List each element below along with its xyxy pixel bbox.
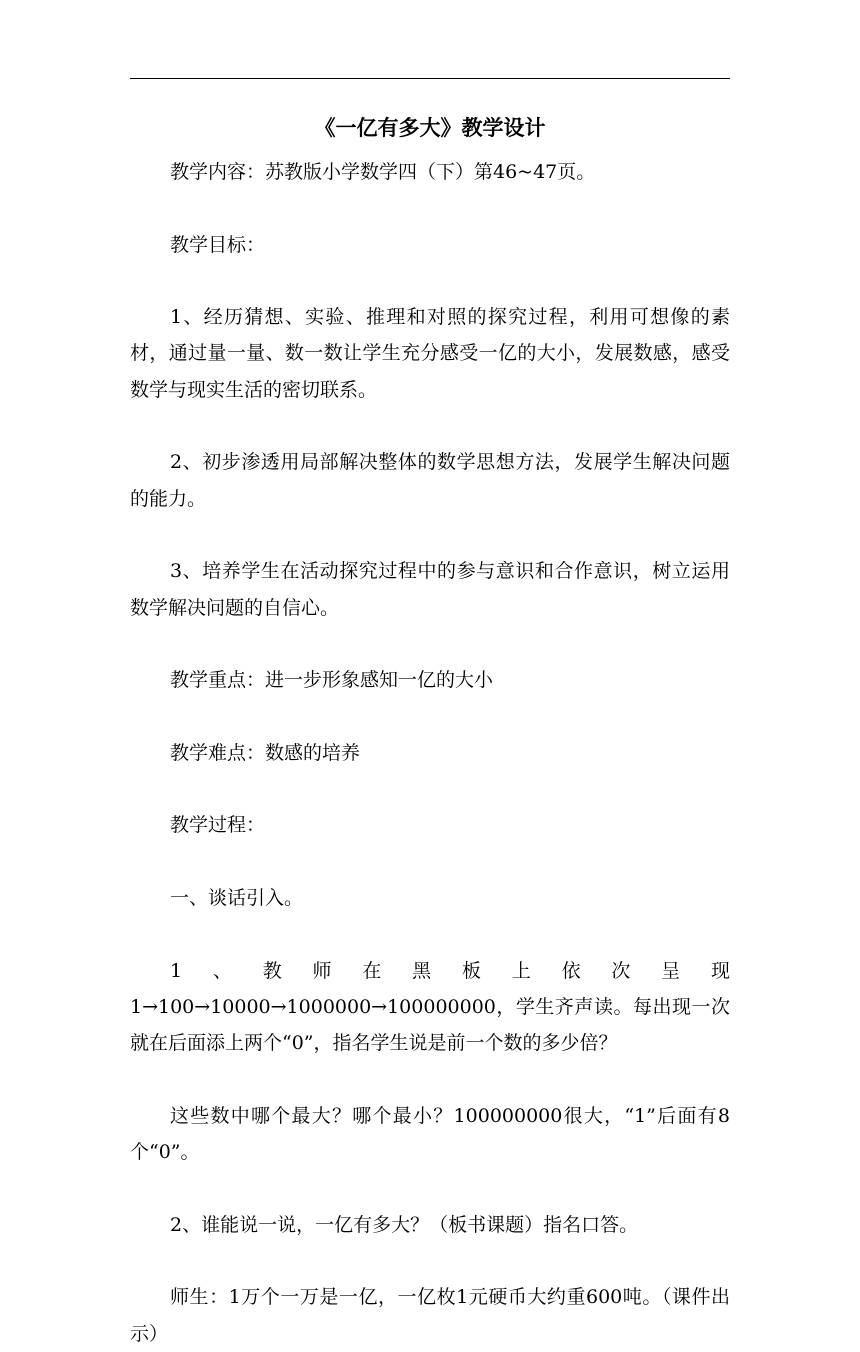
header-rule	[130, 78, 730, 79]
paragraph-step-2: 2、谁能说一说，一亿有多大？（板书课题）指名口答。	[170, 1213, 639, 1236]
paragraph-step-1: 1、教师在黑板上依次呈现1→100→10000→1000000→100000000，学生齐声读。每出现一次就在后面添上两个“0”，指名学生说是前一个数的多少倍？	[130, 959, 730, 1055]
paragraph-section-1-heading: 一、谈话引入。	[170, 886, 304, 909]
paragraph-content: 教学内容：苏教版小学数学四（下）第46~47页。	[170, 161, 596, 183]
paragraph-objective-2: 2、初步渗透用局部解决整体的数学思想方法，发展学生解决问题的能力。	[130, 451, 730, 510]
document-title: 《一亿有多大》教学设计	[314, 116, 546, 140]
paragraph-objective-3: 3、培养学生在活动探究过程中的参与意识和合作意识，树立运用数学解决问题的自信心。	[130, 560, 730, 619]
paragraph-process-heading: 教学过程：	[170, 814, 266, 837]
paragraph-objectives-heading: 教学目标：	[170, 233, 266, 256]
paragraph-difficult-point: 教学难点：数感的培养	[170, 741, 361, 764]
paragraph-teacher-student: 师生：1万个一万是一亿，一亿枚1元硬币大约重600吨。（课件出示）	[130, 1286, 730, 1345]
paragraph-objective-1: 1、经历猜想、实验、推理和对照的探究过程，利用可想像的素材，通过量一量、数一数让学生充分感受一亿的大小，发展数感，感受数学与现实生活的密切联系。	[130, 306, 730, 401]
document-body	[130, 154, 730, 1352]
paragraph-key-point: 教学重点：进一步形象感知一亿的大小	[170, 669, 494, 692]
paragraph-question: 这些数中哪个最大？哪个最小？100000000很大，“1”后面有8个“0”。	[130, 1104, 730, 1164]
